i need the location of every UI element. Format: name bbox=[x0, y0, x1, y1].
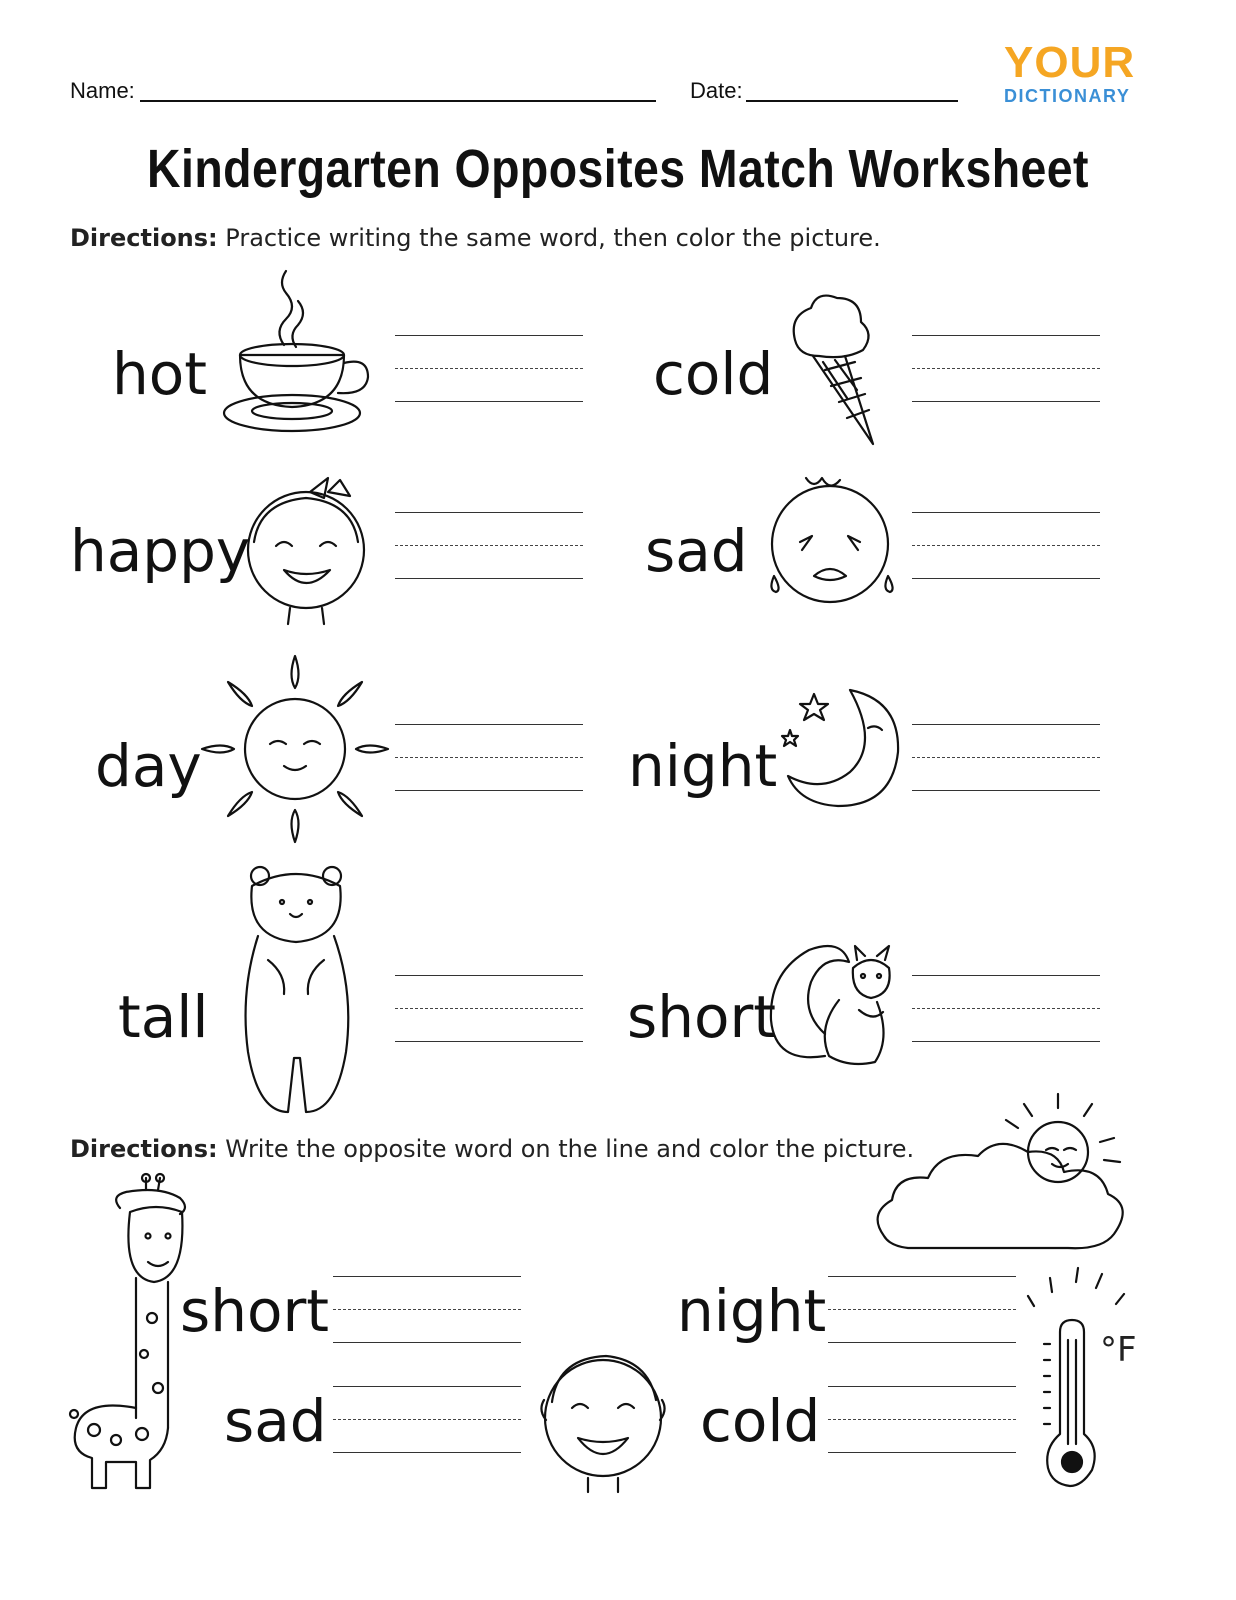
writing-lines-night-opposite[interactable] bbox=[828, 1276, 1016, 1346]
date-line[interactable] bbox=[746, 100, 958, 102]
word-happy: happy bbox=[70, 517, 251, 585]
word-sad-2: sad bbox=[224, 1387, 327, 1455]
directions-1 bbox=[70, 224, 881, 252]
thermometer-icon bbox=[1020, 1264, 1140, 1494]
happy-girl-icon bbox=[240, 462, 375, 632]
crying-baby-icon bbox=[760, 472, 900, 622]
sun-icon bbox=[198, 652, 393, 847]
writing-lines-happy[interactable] bbox=[395, 512, 583, 582]
logo-dictionary-text: DICTIONARY bbox=[1004, 86, 1131, 106]
date-label: Date: bbox=[690, 78, 743, 103]
laughing-boy-icon bbox=[538, 1346, 668, 1498]
name-label: Name: bbox=[70, 78, 135, 103]
page-title: Kindergarten Opposites Match Worksheet bbox=[147, 139, 1089, 199]
writing-lines-hot[interactable] bbox=[395, 335, 583, 405]
directions-1-text: Practice writing the same word, then color the picture. bbox=[217, 224, 881, 252]
thermometer-unit-label: °F bbox=[1100, 1330, 1137, 1370]
word-short: short bbox=[627, 983, 777, 1051]
giraffe-icon bbox=[70, 1178, 195, 1498]
word-short-2: short bbox=[180, 1277, 330, 1345]
writing-lines-short[interactable] bbox=[912, 975, 1100, 1045]
directions-1-label: Directions: bbox=[70, 224, 218, 252]
name-line[interactable] bbox=[140, 100, 656, 102]
ice-cream-icon bbox=[785, 290, 880, 450]
writing-lines-short-opposite[interactable] bbox=[333, 1276, 521, 1346]
teacup-icon bbox=[220, 265, 370, 440]
writing-lines-tall[interactable] bbox=[395, 975, 583, 1045]
writing-lines-sad[interactable] bbox=[912, 512, 1100, 582]
directions-2-label: Directions: bbox=[70, 1135, 218, 1163]
word-night: night bbox=[628, 732, 778, 800]
writing-lines-night[interactable] bbox=[912, 724, 1100, 794]
writing-lines-cold[interactable] bbox=[912, 335, 1100, 405]
word-tall: tall bbox=[118, 983, 209, 1051]
logo-your-text: YOUR bbox=[1004, 38, 1136, 87]
cloud-sun-icon bbox=[868, 1088, 1136, 1260]
word-sad: sad bbox=[645, 517, 748, 585]
writing-lines-cold-opposite[interactable] bbox=[828, 1386, 1016, 1456]
word-day: day bbox=[95, 732, 202, 800]
yourdictionary-logo bbox=[1000, 40, 1150, 110]
word-hot: hot bbox=[112, 340, 207, 408]
squirrel-icon bbox=[765, 938, 900, 1073]
writing-lines-sad-opposite[interactable] bbox=[333, 1386, 521, 1456]
writing-lines-day[interactable] bbox=[395, 724, 583, 794]
word-night-2: night bbox=[677, 1277, 827, 1345]
directions-2 bbox=[70, 1135, 914, 1163]
moon-icon bbox=[776, 686, 906, 811]
word-cold-2: cold bbox=[700, 1387, 821, 1455]
bear-icon bbox=[238, 862, 356, 1118]
word-cold: cold bbox=[653, 340, 774, 408]
directions-2-text: Write the opposite word on the line and color the picture. bbox=[217, 1135, 915, 1163]
